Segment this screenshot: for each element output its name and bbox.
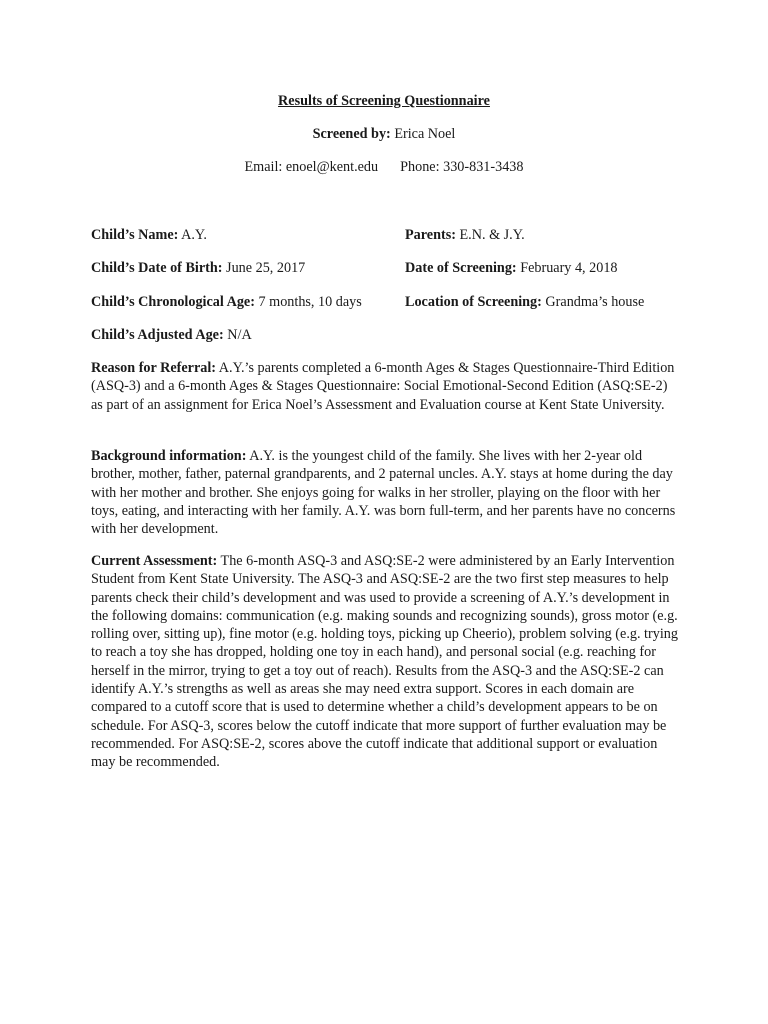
contact-line — [0, 159, 768, 176]
field-value: E.N. & J.Y. — [459, 227, 525, 243]
field-label: Child’s Adjusted Age: — [91, 327, 224, 343]
field-label: Location of Screening: — [405, 294, 542, 310]
current-assessment-paragraph — [91, 552, 681, 772]
reason-for-referral-paragraph — [91, 359, 681, 414]
field-location-of-screening — [405, 294, 644, 311]
field-label: Child’s Name: — [91, 227, 179, 243]
section-label: Background information: — [91, 448, 247, 464]
field-date-of-birth — [91, 260, 305, 277]
field-date-of-screening — [405, 260, 618, 277]
field-label: Date of Screening: — [405, 260, 517, 276]
field-value: February 4, 2018 — [520, 260, 618, 276]
field-value: 7 months, 10 days — [258, 294, 362, 310]
field-value: Grandma’s house — [545, 294, 645, 310]
section-text: The 6-month ASQ-3 and ASQ:SE-2 were administered by an Early Intervention Student from Kent State University. The ASQ-3 and ASQ:SE-2 are the two first step measures to help parents check their child’s development and was used to provide a screening of A.Y.’s development in the following domains: communication (e.g. making sounds and recognizing sounds), gross motor (e.g. rolling over, sitting up), fine motor (e.g. holding toys, picking up Cheerio), problem solving (e.g. trying to reach a toy she has dropped, holding one toy in each hand), and personal social (e.g. reaching for herself in the mirror, trying to get a toy out of reach). Results from the ASQ-3 and the ASQ:SE-2 can identify A.Y.’s strengths as well as areas she may need extra support. Scores in each domain are compared to a cutoff score that is used to determine whether a child’s development appears to be on schedule. For ASQ-3, scores below the cutoff indicate that more support of further evaluation may be recommended. For ASQ:SE-2, scores above the cutoff indicate that additional support or evaluation may be recommended. — [91, 553, 678, 771]
field-value: N/A — [227, 327, 252, 343]
section-label: Current Assessment: — [91, 553, 218, 569]
screened-by-label: Screened by: — [312, 126, 391, 142]
field-chronological-age — [91, 294, 362, 311]
email-label: Email: — [244, 159, 283, 175]
screened-by-line — [0, 126, 768, 143]
field-value: June 25, 2017 — [226, 260, 306, 276]
field-child-name — [91, 227, 207, 244]
field-label: Parents: — [405, 227, 456, 243]
field-parents — [405, 227, 525, 244]
phone-label: Phone: — [400, 159, 440, 175]
phone-value: 330-831-3438 — [443, 159, 524, 175]
document-title: Results of Screening Questionnaire — [278, 93, 490, 109]
background-information-paragraph — [91, 447, 681, 538]
field-adjusted-age — [91, 327, 252, 344]
field-label: Child’s Date of Birth: — [91, 260, 223, 276]
screened-by-value: Erica Noel — [394, 126, 456, 142]
field-value: A.Y. — [181, 227, 207, 243]
field-label: Child’s Chronological Age: — [91, 294, 255, 310]
email-value: enoel@kent.edu — [285, 159, 379, 175]
section-label: Reason for Referral: — [91, 360, 217, 376]
section-text: A.Y.’s parents completed a 6-month Ages & Stages Questionnaire-Third Edition (ASQ-3) and a 6-month Ages & Stages Questionnaire: Social Emotional-Second Edition (ASQ:SE-2) as part of an assignment for Erica Noel’s Assessment and Evaluation course at Kent State University. — [91, 360, 675, 413]
section-text: A.Y. is the youngest child of the family. She lives with her 2-year old brother, mother, father, paternal grandparents, and 2 paternal uncles. A.Y. stays at home during the day with her mother and brother. She enjoys going for walks in her stroller, playing on the floor with her toys, eating, and interacting with her family. A.Y. was born full-term, and her parents have no concerns with her development. — [91, 448, 676, 538]
